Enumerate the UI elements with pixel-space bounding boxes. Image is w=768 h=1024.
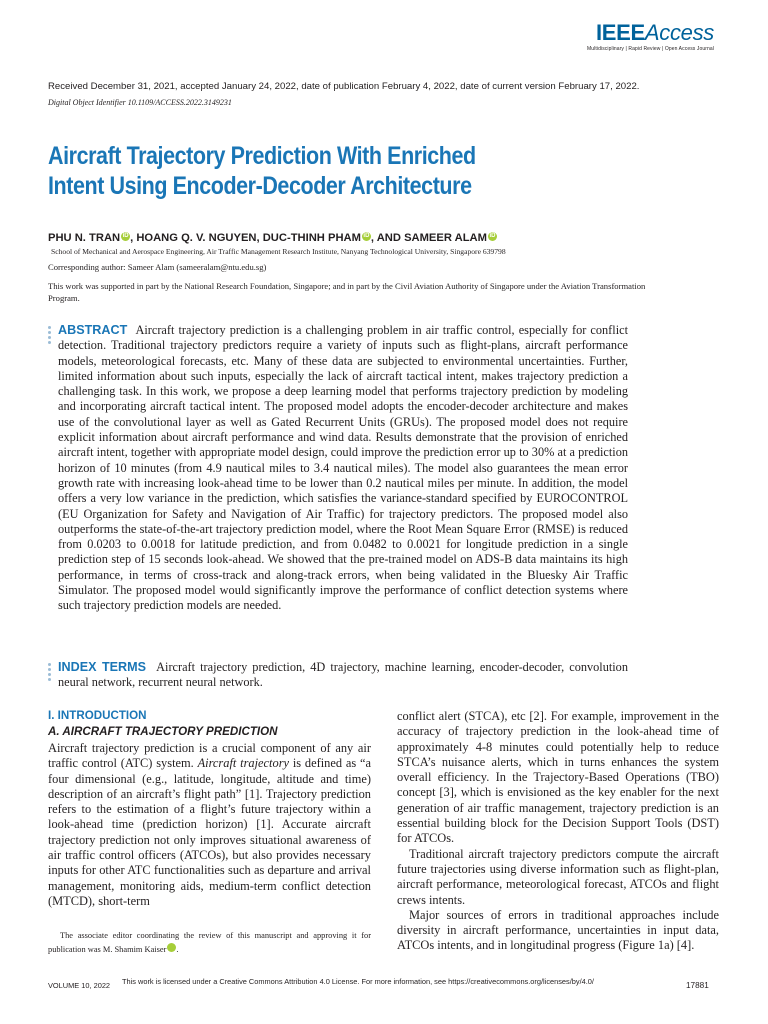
index-terms xyxy=(58,660,628,691)
page-number: 17881 xyxy=(686,981,709,990)
orcid-icon[interactable]: iD xyxy=(363,233,370,239)
author-4: , AND SAMEER ALAM xyxy=(370,232,487,244)
emphasis: Aircraft trajectory xyxy=(197,756,290,771)
index-terms-dots-icon xyxy=(48,663,52,683)
journal-name-italic: Access xyxy=(644,20,714,45)
right-column xyxy=(397,709,719,954)
left-column xyxy=(48,741,371,909)
affiliation: School of Mechanical and Aerospace Engineering, Air Traffic Management Research Institute, Nanyang Technological University, Singapore 639798 xyxy=(51,247,506,256)
section-heading: I. INTRODUCTION xyxy=(48,709,147,722)
corresponding-author: Corresponding author: Sameer Alam (sameeralam@ntu.edu.sg) xyxy=(48,262,267,272)
received-dates: Received December 31, 2021, accepted January 24, 2022, date of publication February 4, 2022, date of current version February 17, 2022. xyxy=(48,81,640,92)
text-run: Aircraft trajectory prediction is a crucial component of any air traffic control (ATC) system. xyxy=(48,741,371,771)
title-line-2: Intent Using Encoder-Decoder Architecture xyxy=(48,172,472,200)
doi-line[interactable]: Digital Object Identifier 10.1109/ACCESS.2022.3149231 xyxy=(48,98,232,107)
paper-title xyxy=(48,141,581,201)
subsection-heading: A. AIRCRAFT TRAJECTORY PREDICTION xyxy=(48,725,278,738)
paragraph xyxy=(48,741,371,909)
index-terms-label: INDEX TERMS xyxy=(58,660,147,674)
footer-license[interactable]: This work is licensed under a Creative Commons Attribution 4.0 License. For more information, see https://creativecommons.org/licenses/by/4.0/ xyxy=(122,977,594,986)
orcid-icon[interactable]: iD xyxy=(122,233,129,239)
funding-statement: This work was supported in part by the National Research Foundation, Singapore; and in part by the Civil Aviation Authority of Singapore under the Aviation Transformation Program. xyxy=(48,281,646,303)
orcid-icon[interactable]: iD xyxy=(167,943,176,952)
abstract-label: ABSTRACT xyxy=(58,323,128,337)
title-line-1: Aircraft Trajectory Prediction With Enriched xyxy=(48,142,476,170)
abstract-text: Aircraft trajectory prediction is a challenging problem in air traffic control, especially for conflict detection. Traditional trajectory predictors require a variety of inputs such as flight-plans, aircraft performance models, meteorological forecasts, etc. Many of these data are subjected to environmental uncertainties. Further, limited information about such inputs, especially the lack of aircraft tactical intent, makes trajectory prediction a challenging task. In this work, we propose a deep learning model that performs trajectory prediction by modeling and incorporating aircraft tactical intent. The proposed model adopts the encoder-decoder architecture and makes use of the convolutional layer as well as Gated Recurrent Units (GRUs). The proposed model does not require explicit information about aircraft performance and wind data. Results demonstrate that the provision of enriched aircraft intent, together with appropriate model design, could improve the prediction error up to 30% at a prediction horizon of 10 minutes (from 4.9 nautical miles to 3.4 nautical miles). The model also guarantees the mean error growth rate with increasing look-ahead time to be lower than 0.2 nautical miles per minute. In addition, the model offers a very low variance in the prediction, which satisfies the variance-standard specified by EUROCONTROL (EU Organization for Safety and Navigation of Air Traffic) for trajectory predictors. The proposed model also outperforms the state-of-the-art trajectory prediction model, where the Root Mean Square Error (RMSE) is reduced from 0.0203 to 0.0018 for latitude prediction, and from 0.0482 to 0.0021 for longitude prediction in a single prediction step of 15 seconds look-ahead. We showed that the pre-trained model on ADS-B data maintains its high performance, in terms of cross-track and along-track errors, when being validated in the Bluesky Air Traffic Simulator. The proposed model would significantly improve the performance of conflict detection systems where such trajectory prediction models are needed. xyxy=(58,323,628,613)
footer-volume: VOLUME 10, 2022 xyxy=(48,981,111,990)
journal-name-bold: IEEE xyxy=(595,20,645,45)
paragraph: conflict alert (STCA), etc [2]. For example, improvement in the accuracy of trajectory prediction in the look-ahead time of approximately 4-8 minutes could potentially help to reduce STCA’s nuisance alerts, which in turns enhances the system overall efficiency. In the Trajectory-Based Operations (TBO) concept [3], which is envisioned as the key enabler for the next generation of air traffic management, trajectory prediction is an essential building block for the Decision Support Tools (DST) for ATCOs. xyxy=(397,709,719,846)
abstract-dots-icon xyxy=(48,326,52,346)
abstract xyxy=(58,323,628,614)
index-terms-text: Aircraft trajectory prediction, 4D trajectory, machine learning, encoder-decoder, convolution neural network, recurrent neural network. xyxy=(58,660,628,690)
journal-tagline: Multidisciplinary | Rapid Review | Open Access Journal xyxy=(587,46,714,52)
text-run: is defined as “a four dimensional (e.g., latitude, longitude, altitude and time) description of an aircraft’s flight path” [1]. Trajectory prediction refers to the estimation of a flight’s future trajectory within a look-ahead time (prediction horizon) [1]. Accurate aircraft trajectory prediction not only improves situational awareness of air traffic control officers (ATCOs), but also provides necessary inputs for other ATC functionalities such as departure and arrival management, monitoring aids, medium-term conflict detection (MTCD), short-term xyxy=(48,756,371,908)
authors-2-3: , HOANG Q. V. NGUYEN, DUC-THINH PHAM xyxy=(130,232,361,244)
author-list xyxy=(48,232,497,244)
footnote-text: The associate editor coordinating the review of this manuscript and approving it for publication was M. Shamim Kaiser xyxy=(48,931,371,954)
journal-logo xyxy=(587,22,714,52)
paragraph: Traditional aircraft trajectory predictors compute the aircraft future trajectories using diverse information such as flight-plan, aircraft performance, meteorological forecast, ATCOs and flight crews intents. xyxy=(397,846,719,907)
journal-wordmark xyxy=(587,22,714,44)
paragraph: Major sources of errors in traditional approaches include diversity in aircraft performance, uncertainties in input data, ATCOs intents, and in longitudinal progress (Figure 1a) [4]. xyxy=(397,907,719,953)
orcid-icon[interactable]: iD xyxy=(489,233,496,239)
author-1: PHU N. TRAN xyxy=(48,232,121,244)
editor-footnote: The associate editor coordinating the review of this manuscript and approving it for publication was M. Shamim Kaiser iD. xyxy=(48,931,371,954)
